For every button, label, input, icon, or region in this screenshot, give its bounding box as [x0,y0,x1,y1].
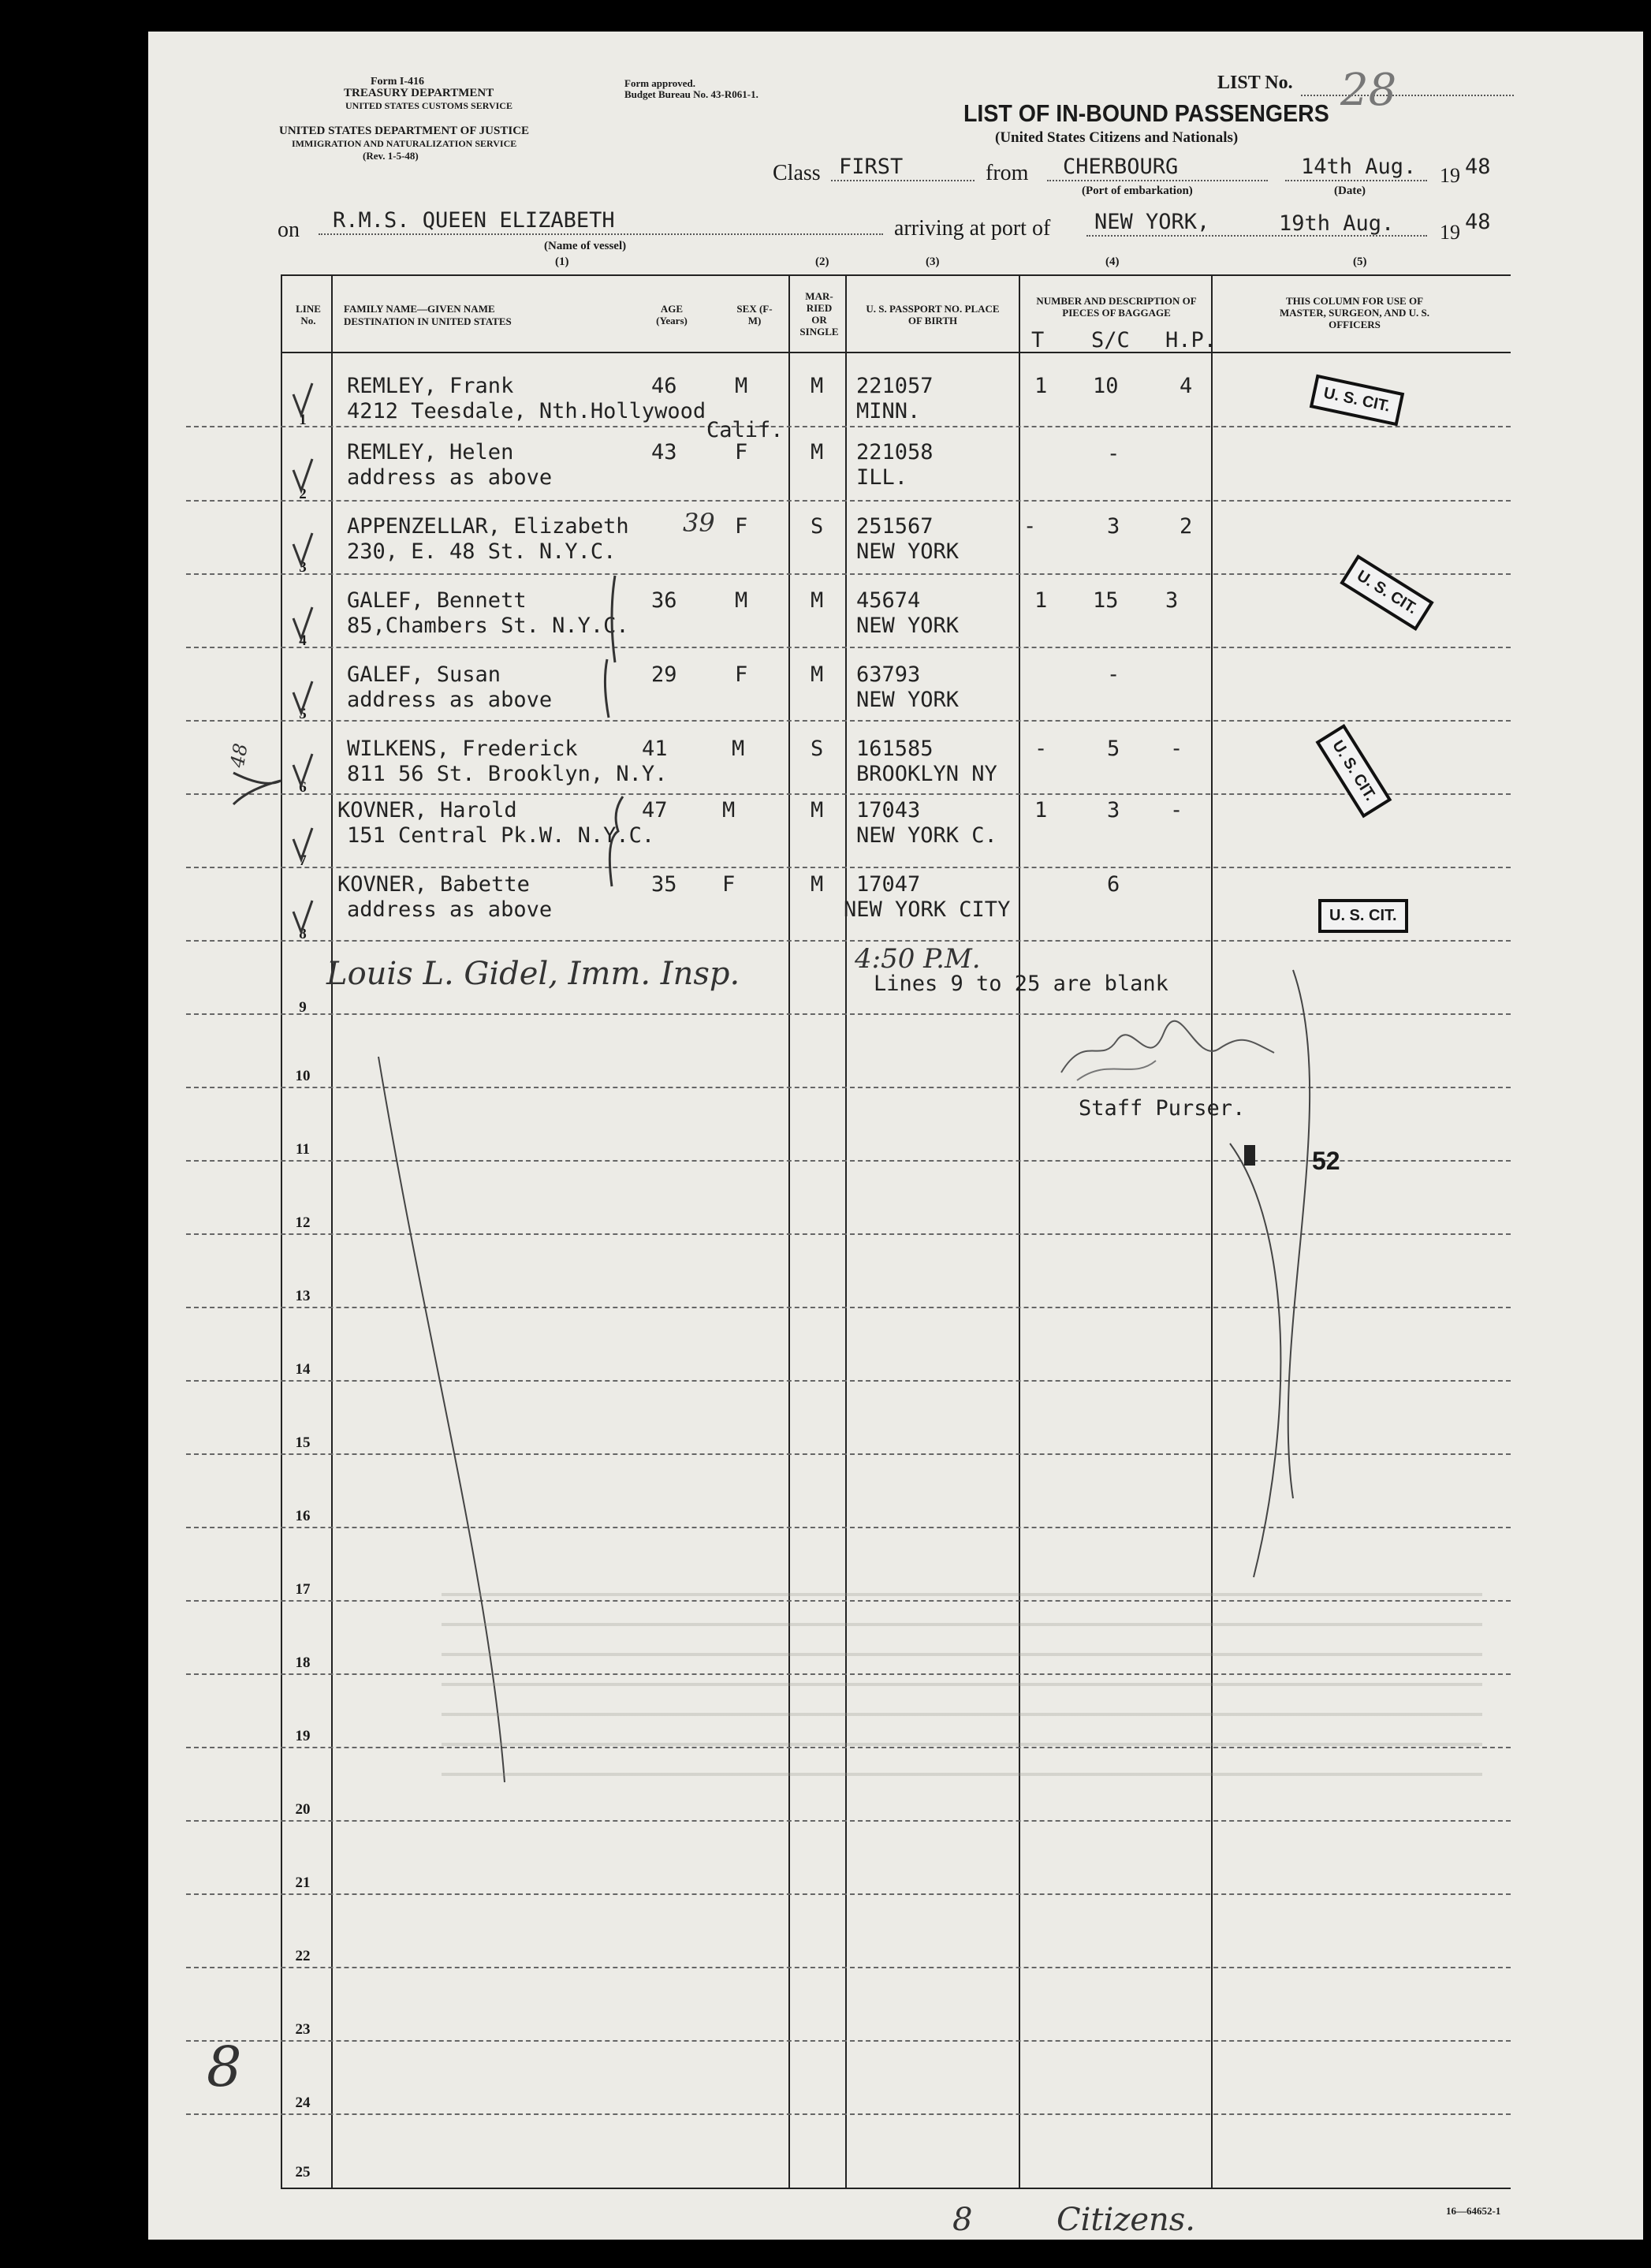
passenger-age: 29 [651,662,677,687]
col-num-4: (4) [1105,256,1120,268]
purser-title: Staff Purser. [1079,1096,1246,1121]
arrival-port: NEW YORK, [1094,210,1210,234]
budget-bureau: Budget Bureau No. 43-R061-1. [624,88,758,100]
baggage-sc: 5 [1107,737,1120,761]
passenger-sex: F [735,440,748,464]
passenger-address: 4212 Teesdale, Nth.Hollywood [347,399,706,423]
header-line-no: LINE No. [296,303,321,326]
passenger-name: KOVNER, Babette [337,872,530,897]
place-of-birth: MINN. [856,399,921,423]
us-citizen-stamp: U. S. CIT. [1318,899,1408,933]
line-number: 18 [295,1654,311,1671]
baggage-t: 1 [1034,798,1048,823]
inspection-time: 4:50 P.M. [855,943,981,975]
header-name: FAMILY NAME—GIVEN NAME [344,303,495,315]
passenger-sex: F [722,872,736,897]
line-number: 19 [295,1728,311,1744]
passenger-marital: M [811,440,824,464]
col-num-3: (3) [926,256,940,268]
from-label: from [986,161,1029,185]
departure-year: 48 [1465,155,1491,179]
line-number: 22 [295,1948,311,1964]
header-bag-hp: H.P. [1165,328,1217,353]
passenger-address: address as above [347,465,553,490]
passenger-marital: M [811,798,824,823]
passenger-name: GALEF, Susan [347,662,501,687]
line-number: 10 [295,1068,311,1084]
baggage-sc: 10 [1093,374,1119,398]
place-of-birth: NEW YORK [856,688,960,712]
us-citizen-stamp: U. S. CIT. [1315,724,1392,818]
passenger-address: address as above [347,897,553,922]
baggage-sc: 6 [1107,872,1120,897]
baggage-sc: - [1107,662,1120,687]
header-destination: DESTINATION IN UNITED STATES [344,315,512,327]
passenger-address-extra: Calif. [706,418,784,442]
passport-number: 17047 [856,872,921,897]
line-number: 11 [296,1141,310,1158]
place-of-birth: NEW YORK [856,614,960,638]
margin-mark: 8 [207,2035,242,2099]
place-of-birth: NEW YORK C. [856,823,997,848]
passenger-marital: M [811,872,824,897]
passenger-address: address as above [347,688,553,712]
page-subtitle: (United States Citizens and Nationals) [995,129,1239,146]
passport-number: 251567 [856,514,934,539]
col-num-5: (5) [1353,256,1367,268]
passenger-address: 85,Chambers St. N.Y.C. [347,614,629,638]
list-no-value: 28 [1340,65,1397,116]
baggage-hp: 4 [1180,374,1193,398]
passenger-age: 39 [683,508,715,538]
year-prefix-2: 19 [1440,221,1460,244]
baggage-t: 1 [1034,374,1048,398]
passport-number: 161585 [856,737,934,761]
line-number: 6 [299,779,307,796]
line-number: 13 [295,1288,311,1304]
header-age: AGE (Years) [656,303,688,326]
line-number: 5 [299,706,307,722]
footer-citizens: Citizens. [1057,2202,1196,2238]
port-of-embarkation: CHERBOURG [1063,155,1179,179]
passenger-sex: M [722,798,736,823]
place-of-birth: NEW YORK [856,539,960,564]
line-number: 1 [299,412,307,428]
passenger-sex: F [735,662,748,687]
immigration-service: IMMIGRATION AND NATURALIZATION SERVICE [292,138,517,149]
line-number: 4 [299,632,307,649]
baggage-hp: 2 [1180,514,1193,539]
passport-number: 63793 [856,662,921,687]
footer-form-code: 16—64652-1 [1446,2205,1501,2217]
line-number: 2 [299,486,307,502]
passenger-age: 41 [642,737,668,761]
passenger-marital: S [811,514,824,539]
line-number: 21 [295,1874,311,1891]
header-officers: THIS COLUMN FOR USE OF MASTER, SURGEON, AND U. S. OFFICERS [1280,295,1429,330]
header-baggage: NUMBER AND DESCRIPTION OF PIECES OF BAGGAGE [1036,295,1197,319]
line-number: 7 [299,852,307,869]
passenger-name: APPENZELLAR, Elizabeth [347,514,629,539]
line-number: 17 [295,1581,311,1598]
on-label: on [278,218,300,242]
date-caption: (Date) [1334,185,1366,197]
stamp-number: 52 [1312,1147,1340,1175]
vessel-caption: (Name of vessel) [544,240,627,252]
line-number: 24 [295,2095,311,2111]
passenger-sex: F [735,514,748,539]
header-bag-t: T [1031,328,1045,353]
header-passport: U. S. PASSPORT NO. PLACE OF BIRTH [866,303,1000,326]
line-number: 9 [299,999,307,1016]
passenger-sex: M [732,737,745,761]
port-caption: (Port of embarkation) [1082,185,1193,197]
passenger-address: 811 56 St. Brooklyn, N.Y. [347,762,668,786]
baggage-hp: - [1170,798,1183,823]
baggage-hp: 3 [1165,588,1179,613]
baggage-t: - [1023,514,1037,539]
class-value: FIRST [839,155,904,179]
passenger-name: KOVNER, Harold [337,798,517,823]
line-number: 8 [299,926,307,942]
inspector-signature: Louis L. Gidel, Imm. Insp. [326,956,740,992]
stamp-mark-icon [1244,1145,1255,1166]
passenger-name: REMLEY, Frank [347,374,514,398]
passport-number: 17043 [856,798,921,823]
class-label: Class [773,161,821,185]
arrival-date: 19th Aug. [1279,211,1395,236]
list-no-label: LIST No. [1217,73,1293,93]
revision-date: (Rev. 1-5-48) [363,150,419,162]
passenger-address: 230, E. 48 St. N.Y.C. [347,539,617,564]
passenger-name: WILKENS, Frederick [347,737,578,761]
passenger-name: GALEF, Bennett [347,588,527,613]
passenger-marital: M [811,374,824,398]
baggage-hp: - [1170,737,1183,761]
place-of-birth: NEW YORK CITY [844,897,1011,922]
line-number: 25 [295,2164,311,2180]
passenger-age: 43 [651,440,677,464]
line-number: 20 [295,1801,311,1818]
justice-dept: UNITED STATES DEPARTMENT OF JUSTICE [279,125,530,137]
baggage-t: 1 [1034,588,1048,613]
baggage-t: - [1034,737,1048,761]
passenger-marital: S [811,737,824,761]
baggage-sc: 3 [1107,798,1120,823]
baggage-sc: - [1107,442,1120,466]
passenger-marital: M [811,588,824,613]
passport-number: 221058 [856,440,934,464]
passport-number: 45674 [856,588,921,613]
line-number: 16 [295,1508,311,1524]
form-number: Form I-416 [371,76,425,88]
side-note: 48 [225,741,252,770]
passenger-age: 46 [651,374,677,398]
year-prefix: 19 [1440,164,1460,187]
header-sex: SEX (F-M) [736,303,773,326]
passenger-sex: M [735,588,748,613]
passenger-age: 35 [651,872,677,897]
passenger-name: REMLEY, Helen [347,440,514,464]
line-number: 3 [299,559,307,576]
page-title: LIST OF IN-BOUND PASSENGERS [963,99,1329,127]
passenger-age: 47 [642,798,668,823]
blank-lines-note: Lines 9 to 25 are blank [874,972,1168,996]
passenger-marital: M [811,662,824,687]
departure-date: 14th Aug. [1301,155,1417,179]
passport-number: 221057 [856,374,934,398]
place-of-birth: BROOKLYN NY [856,762,997,786]
passenger-address: 151 Central Pk.W. N.Y.C. [347,823,655,848]
baggage-sc: 15 [1093,588,1119,613]
line-number: 15 [295,1434,311,1451]
col-num-2: (2) [815,256,829,268]
col-num-1: (1) [555,256,569,268]
line-number: 12 [295,1214,311,1231]
place-of-birth: ILL. [856,465,908,490]
form-approved: Form approved. [624,77,696,89]
customs-service: UNITED STATES CUSTOMS SERVICE [345,100,512,111]
bleed-through [442,1577,1482,1782]
us-citizen-stamp: U. S. CIT. [1310,375,1404,427]
passenger-sex: M [735,374,748,398]
line-number: 14 [295,1361,311,1378]
footer-count: 8 [952,2202,973,2238]
arrival-year: 48 [1465,210,1491,234]
passenger-age: 36 [651,588,677,613]
us-citizen-stamp: U. S. CIT. [1340,554,1433,631]
purser-signature-icon [1053,1017,1282,1088]
arriving-label: arriving at port of [894,216,1051,241]
header-married: MAR-RIED OR SINGLE [799,290,839,338]
treasury-dept: TREASURY DEPARTMENT [344,87,494,99]
baggage-sc: 3 [1107,514,1120,539]
vessel-name: R.M.S. QUEEN ELIZABETH [333,208,615,233]
header-bag-sc: S/C [1091,328,1130,353]
line-number: 23 [295,2021,311,2038]
